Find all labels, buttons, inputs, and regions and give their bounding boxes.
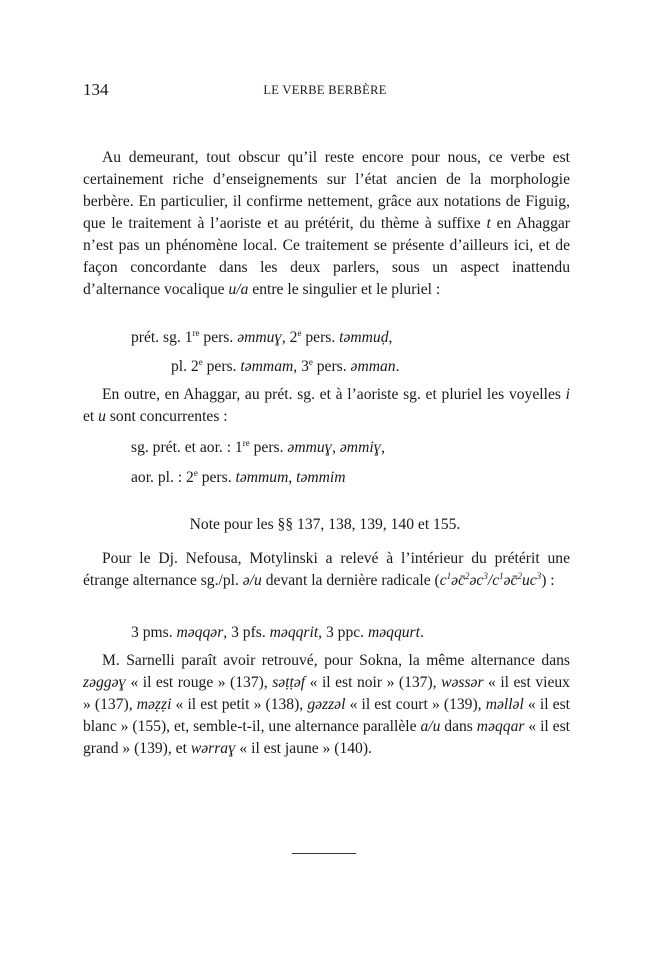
paragraph-1: Au demeurant, tout obscur qu’il reste encore pour nous, ce verbe est certainement riche d’enseignements sur l’état ancien de la morphologie berbère. En particulier, il confirme nettement, grâce aux notations de Figuig, que le traitement à l’aoriste et au prétérit, du thème à suffixe t en Ahaggar n’est pas un phénomène local. Ce traitement se présente d’ailleurs ici, et de façon concordante dans les deux parlers, sous un aspect inattendu d’alternance vocalique u/a entre le singulier et le pluriel : xyxy=(83,149,570,298)
page-number: 134 xyxy=(83,80,109,99)
paragraph-4: M. Sarnelli paraît avoir retrouvé, pour Sokna, la même alternance dans zəggəɣ « il est rouge » (137), səṭṭəf « il est noir » (137), wəssər « il est vieux » (137), məẓẓi « il est petit » (138), gəzzəl « il est court » (139), məlləl « il est blanc » (155), et, semble-t-il, une alternance parallèle a/u dans məqqar « il est grand » (139), et wərraɣ « il est jaune » (140). xyxy=(83,652,570,757)
note-title: Note pour les §§ 137, 138, 139, 140 et 155. xyxy=(189,516,461,533)
running-title: LE VERBE BERBÈRE xyxy=(263,83,387,97)
example-line-1: prét. sg. 1re pers. əmmuɣ, 2e pers. təmmuḍ, xyxy=(131,327,393,346)
example-line-4: aor. pl. : 2e pers. təmmum, təmmim xyxy=(131,467,346,486)
paragraph-3: Pour le Dj. Nefousa, Motylinski a relevé à l’intérieur du prétérit une étrange alternance sg./pl. ə/u devant la dernière radicale $(c^1əc̄^2əc^3/c^1əc̄^2uc^3)$ : xyxy=(83,550,570,589)
example-line-2: pl. 2e pers. təmmam, 3e pers. əmman. xyxy=(171,356,400,375)
paragraph-2: En outre, en Ahaggar, au prét. sg. et à l’aoriste sg. et pluriel les voyelles i et u sont concurrentes : xyxy=(83,386,570,425)
example-line-5: 3 pms. məqqər, 3 pfs. məqqrit, 3 ppc. məqqurt. xyxy=(131,624,424,641)
section-end-rule xyxy=(292,853,356,854)
example-line-3: sg. prét. et aor. : 1re pers. əmmuɣ, əmmiɣ, xyxy=(131,437,385,456)
